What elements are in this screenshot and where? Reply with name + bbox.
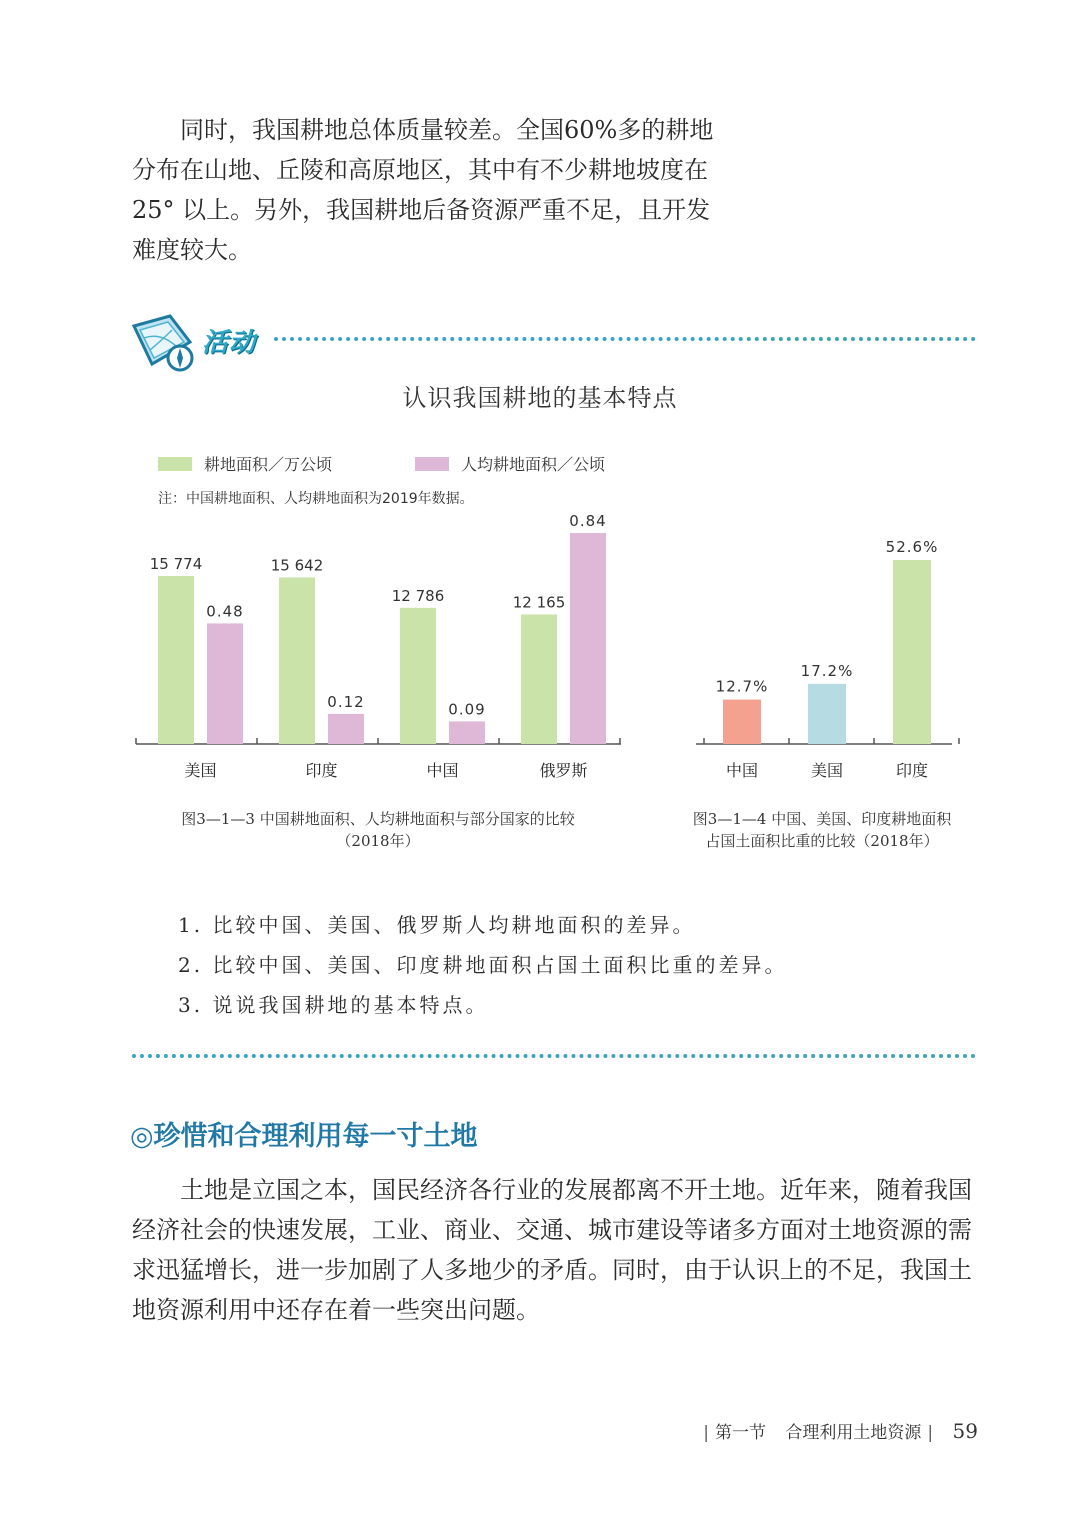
question-item: 2. 比较中国、美国、印度耕地面积占国土面积比重的差异。	[178, 953, 788, 977]
caption-line: （2018年）	[336, 832, 420, 850]
body-paragraph: 土地是立国之本，国民经济各行业的发展都离不开土地。近年来，随着我国经济社会的快速发展，工业、商业、交通、城市建设等诸多方面对土地资源的需求迅猛增长，进一步加剧了人多地少的矛盾。同时，由于认识上的不足，我国土地资源利用中还存在着一些突出问题。	[132, 1176, 972, 1324]
activity-title: 认识我国耕地的基本特点	[402, 384, 678, 412]
category-label: 美国	[810, 761, 844, 780]
category-label: 美国	[184, 761, 217, 780]
page-number: 59	[952, 1419, 978, 1443]
caption-line: 图3—1—3 中国耕地面积、人均耕地面积与部分国家的比较	[181, 810, 575, 828]
activity-divider-bottom	[132, 1054, 976, 1058]
data-label-per-capita: 0.12	[327, 692, 365, 711]
footer-title: 合理利用土地资源	[785, 1423, 922, 1443]
caption-line: 占国土面积比重的比较（2018年）	[705, 832, 939, 850]
bar-share	[893, 560, 931, 744]
caption-line: 图3—1—4 中国、美国、印度耕地面积	[692, 810, 952, 828]
bar-share	[808, 684, 846, 744]
category-label: 俄罗斯	[539, 761, 588, 780]
intro-paragraph: 同时，我国耕地总体质量较差。全国60%多的耕地分布在山地、丘陵和高原地区，其中有不少耕地坡度在25° 以上。另外，我国耕地后备资源严重不足，且开发难度较大。	[132, 116, 714, 264]
chart-note: 注：中国耕地面积、人均耕地面积为2019年数据。	[158, 491, 474, 507]
legend-label-area: 耕地面积／万公顷	[204, 455, 333, 474]
footer-section: 第一节	[715, 1423, 766, 1443]
category-label: 印度	[895, 761, 929, 780]
data-label-area: 15 642	[270, 556, 324, 575]
category-label: 中国	[426, 761, 459, 780]
activity-label: 活动	[202, 328, 257, 358]
data-label-share: 17.2%	[800, 661, 854, 680]
question-item: 3. 说说我国耕地的基本特点。	[178, 993, 489, 1017]
data-label-per-capita: 0.84	[569, 512, 607, 530]
data-label-area: 12 786	[391, 586, 445, 605]
data-label-share: 52.6%	[885, 538, 939, 556]
page-footer: | 第一节 合理利用土地资源 | 59	[703, 1419, 978, 1443]
question-item: 1. 比较中国、美国、俄罗斯人均耕地面积的差异。	[178, 913, 696, 937]
data-label-per-capita: 0.09	[448, 700, 486, 719]
category-label: 中国	[725, 761, 759, 780]
figure-caption-3-1-3	[138, 808, 618, 852]
figure-caption-3-1-4	[666, 808, 978, 852]
bar-share	[723, 700, 761, 744]
data-label-area: 12 165	[512, 593, 566, 612]
activity-questions	[178, 905, 787, 1025]
section-heading: ◎珍惜和合理利用每一寸土地	[130, 1121, 478, 1152]
category-label: 印度	[305, 761, 338, 780]
data-label-share: 12.7%	[715, 677, 769, 696]
data-label-area: 15 774	[149, 555, 203, 573]
legend-label-per-capita: 人均耕地面积／公顷	[461, 455, 606, 474]
data-label-per-capita: 0.48	[206, 602, 244, 621]
